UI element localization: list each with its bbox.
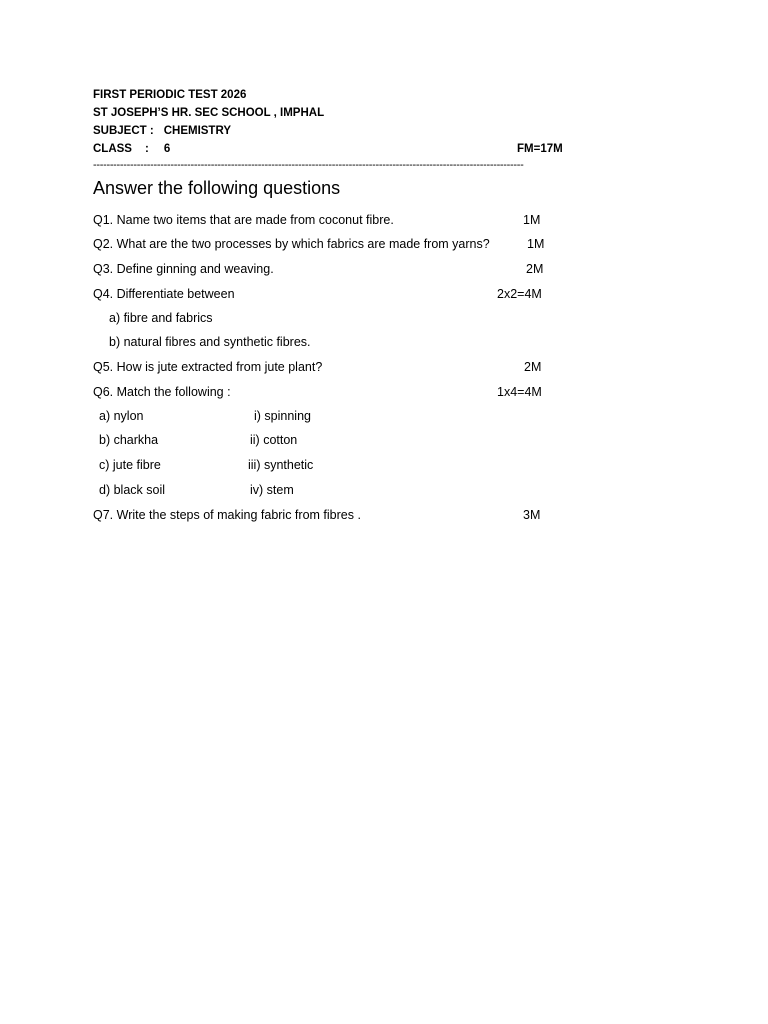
match-right-item: i) spinning	[254, 409, 311, 423]
class-label: CLASS	[93, 143, 132, 155]
question-4-part-b: b) natural fibres and synthetic fibres.	[109, 335, 311, 349]
question-5-marks: 2M	[524, 360, 542, 374]
test-title: FIRST PERIODIC TEST 2026	[93, 89, 247, 101]
subject-value: CHEMISTRY	[163, 125, 232, 137]
question-7: Q7. Write the steps of making fabric from fibres .	[93, 508, 361, 522]
question-5: Q5. How is jute extracted from jute plant?	[93, 360, 323, 374]
subject-label: SUBJECT :	[93, 125, 154, 137]
subject-line	[93, 124, 231, 138]
question-4-marks: 2x2=4M	[497, 287, 542, 301]
question-7-marks: 3M	[523, 508, 541, 522]
full-marks: FM=17M	[517, 143, 563, 155]
match-left-item: b) charkha	[99, 433, 159, 447]
question-1: Q1. Name two items that are made from coconut fibre.	[93, 213, 394, 227]
class-line	[93, 142, 170, 156]
separator-line: --------------------------------------------------------------------------------------------------------------------------------	[93, 159, 524, 171]
instructions-heading: Answer the following questions	[93, 178, 341, 198]
match-left-item: c) jute fibre	[99, 458, 161, 472]
question-4-part-a: a) fibre and fabrics	[109, 311, 213, 325]
question-3: Q3. Define ginning and weaving.	[93, 262, 274, 276]
question-3-marks: 2M	[526, 262, 544, 276]
class-value: 6	[163, 143, 171, 155]
question-6: Q6. Match the following :	[93, 385, 231, 399]
question-2: Q2. What are the two processes by which fabrics are made from yarns?	[93, 237, 490, 251]
question-2-marks: 1M	[527, 237, 545, 251]
class-colon: :	[144, 143, 149, 155]
match-right-item: iii) synthetic	[248, 458, 314, 472]
question-4: Q4. Differentiate between	[93, 287, 235, 301]
match-right-item: iv) stem	[250, 483, 294, 497]
school-name: ST JOSEPH’S HR. SEC SCHOOL , IMPHAL	[93, 107, 325, 119]
match-right-item: ii) cotton	[250, 433, 298, 447]
question-6-marks: 1x4=4M	[497, 385, 542, 399]
match-left-item: d) black soil	[99, 483, 165, 497]
question-1-marks: 1M	[523, 213, 541, 227]
match-left-item: a) nylon	[99, 409, 144, 423]
